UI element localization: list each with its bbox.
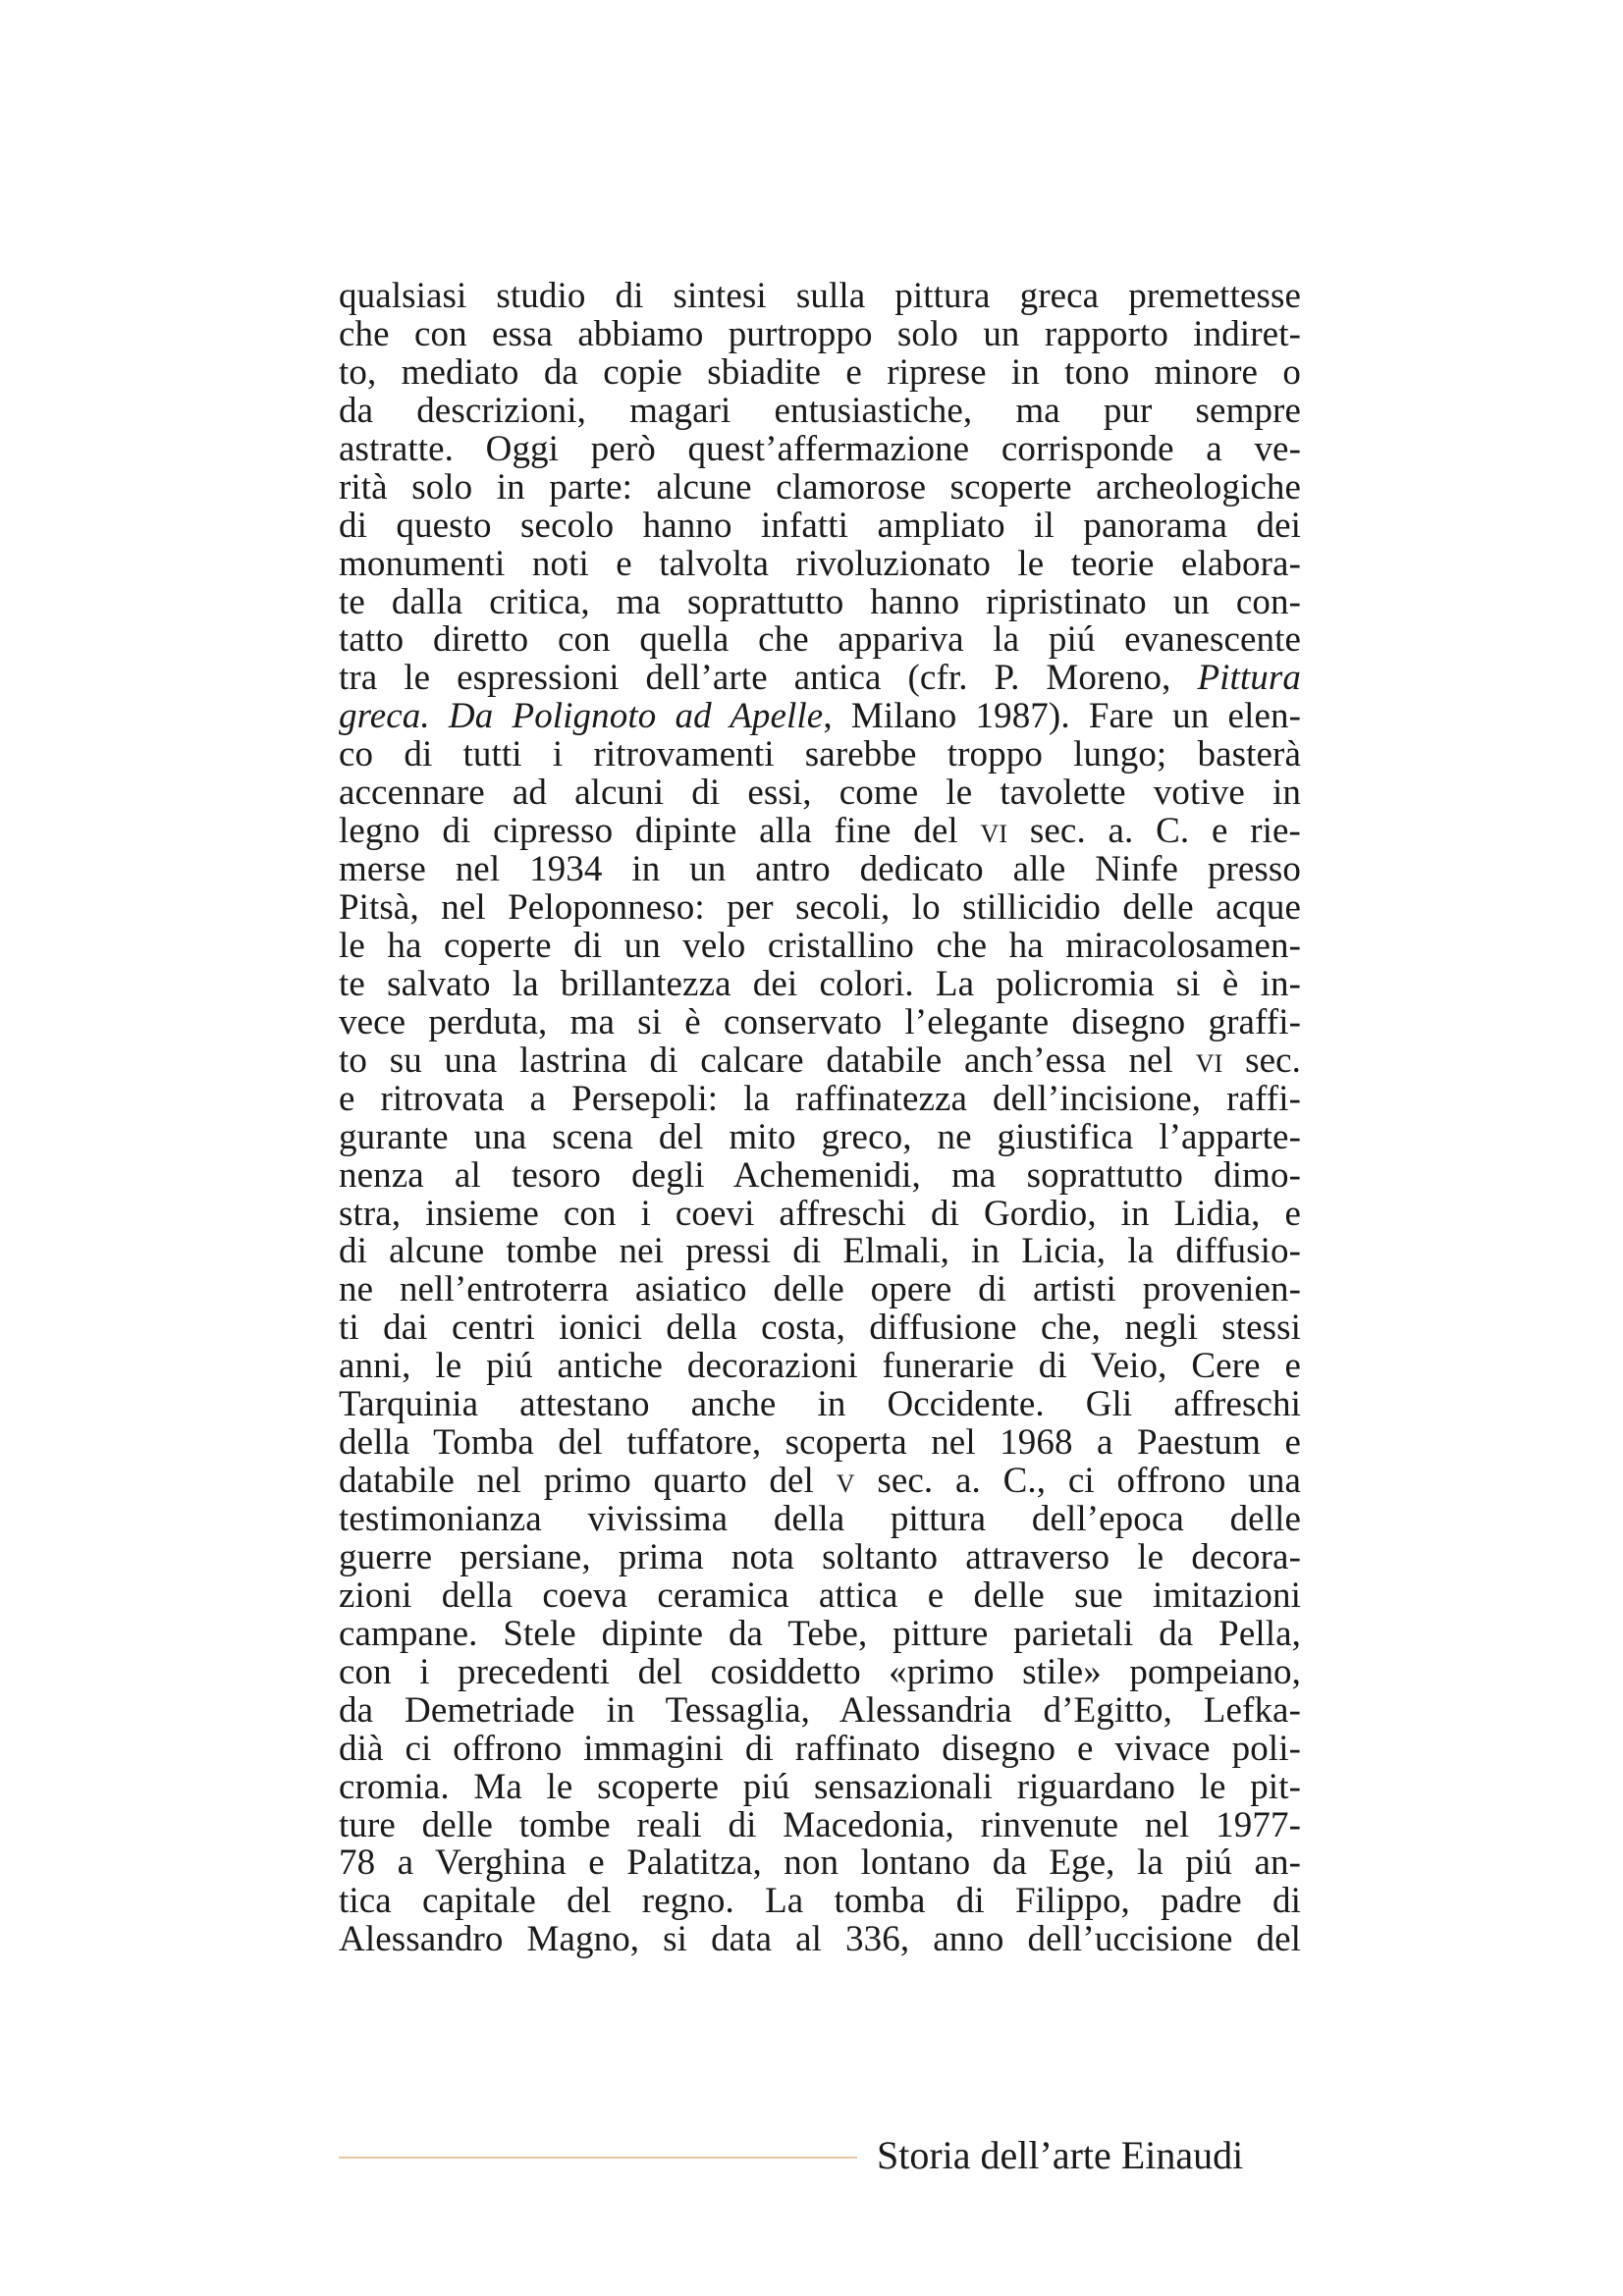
text-line: monumenti noti e talvolta rivoluzionato le teorie elabora- — [339, 543, 1301, 584]
text-line: e ritrovata a Persepoli: la raffinatezza dell’incisione, raffi- — [339, 1078, 1301, 1119]
text-segment: to su una lastrina di calcare databile anch’essa nel — [339, 1040, 1173, 1081]
text-line: le ha coperte di un velo cristallino che ha miracolosamen- — [339, 925, 1301, 966]
text-segment: tra le espressioni dell’arte antica (cfr. P. Moreno, — [339, 658, 1171, 699]
text-segment: sec. a. C. e rie- — [1029, 811, 1301, 852]
text-line: campane. Stele dipinte da Tebe, pitture parietali da Pella, — [339, 1613, 1301, 1654]
text-line: nenza al tesoro degli Achemenidi, ma soprattutto dimo- — [339, 1154, 1301, 1196]
text-line: te salvato la brillantezza dei colori. La policromia si è in- — [339, 963, 1301, 1004]
text-line: ne nell’entroterra asiatico delle opere di artisti provenien- — [339, 1269, 1301, 1310]
body-paragraph — [339, 278, 1301, 1959]
text-line: 78 a Verghina e Palatitza, non lontano da Ege, la piú an- — [339, 1842, 1301, 1884]
century-numeral: vi — [980, 811, 1008, 852]
text-line: tatto diretto con quella che appariva la piú evanescente — [339, 619, 1301, 661]
text-line: merse nel 1934 in un antro dedicato alle Ninfe presso — [339, 849, 1301, 890]
text-line: to, mediato da copie sbiadite e riprese in tono minore o — [339, 351, 1301, 393]
text-line — [339, 660, 1301, 698]
text-line: vece perduta, ma si è conservato l’elegante disegno graffi- — [339, 1001, 1301, 1042]
book-title-italic: Pittura — [1197, 658, 1302, 699]
text-line: anni, le piú antiche decorazioni funerarie di Veio, Cere e — [339, 1346, 1301, 1387]
text-segment: sec. a. C., ci offrono una — [877, 1461, 1301, 1502]
footer-divider — [339, 2157, 857, 2159]
text-line: accennare ad alcuni di essi, come le tavolette votive in — [339, 773, 1301, 814]
text-line: Tarquinia attestano anche in Occidente. Gli affreschi — [339, 1384, 1301, 1425]
century-numeral: v — [836, 1461, 855, 1502]
text-line: Pitsà, nel Peloponneso: per secoli, lo stillicidio delle acque — [339, 887, 1301, 928]
text-line: della Tomba del tuffatore, scoperta nel 1968 a Paestum e — [339, 1422, 1301, 1464]
text-line — [339, 813, 1301, 851]
text-line: con i precedenti del cosiddetto «primo stile» pompeiano, — [339, 1651, 1301, 1692]
footer-series-title: Storia dell’arte Einaudi — [877, 2133, 1244, 2177]
text-line: stra, insieme con i coevi affreschi di Gordio, in Lidia, e — [339, 1193, 1301, 1234]
text-line: di alcune tombe nei pressi di Elmali, in Licia, la diffusio- — [339, 1231, 1301, 1272]
text-line: da Demetriade in Tessaglia, Alessandria d’Egitto, Lefka- — [339, 1689, 1301, 1731]
text-line: astratte. Oggi però quest’affermazione corrisponde a ve- — [339, 428, 1301, 469]
book-title-italic: greca. Da Polignoto ad Apelle — [339, 696, 824, 737]
text-line — [339, 1463, 1301, 1501]
text-segment: legno di cipresso dipinte alla fine del — [339, 811, 958, 852]
text-line: ture delle tombe reali di Macedonia, rinvenute nel 1977- — [339, 1804, 1301, 1845]
text-line: gurante una scena del mito greco, ne giustifica l’apparte- — [339, 1116, 1301, 1157]
text-segment: sec. — [1245, 1040, 1301, 1081]
text-line: guerre persiane, prima nota soltanto attraverso le decora- — [339, 1536, 1301, 1577]
text-line: testimonianza vivissima della pittura dell’epoca delle — [339, 1499, 1301, 1539]
text-line: che con essa abbiamo purtroppo solo un rapporto indiret- — [339, 313, 1301, 354]
text-segment: databile nel primo quarto del — [339, 1461, 814, 1502]
text-line: zioni della coeva ceramica attica e delle sue imitazioni — [339, 1575, 1301, 1616]
text-line: Alessandro Magno, si data al 336, anno dell’uccisione del — [339, 1919, 1301, 1960]
text-line — [339, 1042, 1301, 1081]
text-line: tica capitale del regno. La tomba di Filippo, padre di — [339, 1881, 1301, 1922]
text-line: dià ci offrono immagini di raffinato disegno e vivace poli- — [339, 1728, 1301, 1769]
text-line: co di tutti i ritrovamenti sarebbe troppo lungo; basterà — [339, 734, 1301, 775]
century-numeral: vi — [1195, 1040, 1223, 1081]
text-line: di questo secolo hanno infatti ampliato il panorama dei — [339, 505, 1301, 546]
text-segment: , Milano 1987). Fare un elen- — [823, 696, 1301, 737]
text-line: da descrizioni, magari entusiastiche, ma pur sempre — [339, 390, 1301, 431]
text-line: te dalla critica, ma soprattutto hanno ripristinato un con- — [339, 581, 1301, 622]
text-line: qualsiasi studio di sintesi sulla pittura greca premettesse — [339, 276, 1301, 316]
text-line: ti dai centri ionici della costa, diffusione che, negli stessi — [339, 1308, 1301, 1349]
text-line: cromia. Ma le scoperte piú sensazionali riguardano le pit- — [339, 1766, 1301, 1807]
text-line: rità solo in parte: alcune clamorose scoperte archeologiche — [339, 466, 1301, 507]
text-line — [339, 698, 1301, 736]
